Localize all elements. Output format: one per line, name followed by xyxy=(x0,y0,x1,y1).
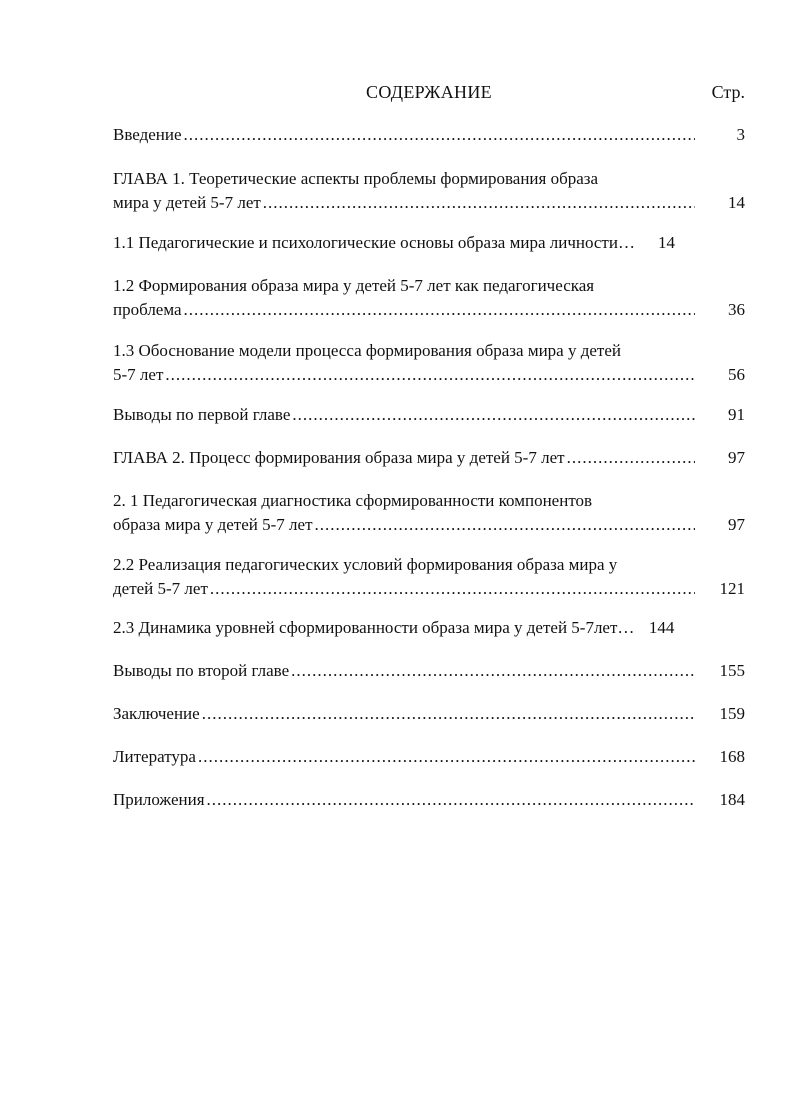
toc-entry-chapter-2 xyxy=(113,446,745,470)
toc-entry-1-1 xyxy=(113,231,745,255)
toc-entry-page: 36 xyxy=(728,300,745,319)
toc-entry-text: Выводы по второй главе xyxy=(113,661,290,680)
toc-entry-2-3 xyxy=(113,616,745,640)
toc-entry-text: Заключение xyxy=(113,704,200,723)
toc-entry-page: 144 xyxy=(648,618,675,637)
toc-header xyxy=(113,82,745,108)
toc-entry-text: 1.1 Педагогические и психологические основы образа мира личности… xyxy=(113,233,635,252)
toc-entry-page: 3 xyxy=(736,125,745,144)
toc-entry-appendices xyxy=(113,788,745,812)
toc-entry-text: мира у детей 5-7 лет xyxy=(113,193,261,212)
toc-entry-text: 2.3 Динамика уровней сформированности образа мира у детей 5-7лет… xyxy=(113,618,635,637)
toc-entry-text: Приложения xyxy=(113,790,205,809)
leader-dots xyxy=(210,577,695,601)
toc-entry-page: 14 xyxy=(728,193,745,212)
toc-entry-line1: 2.2 Реализация педагогических условий формирования образа мира у xyxy=(113,555,618,574)
toc-entry-page: 97 xyxy=(728,448,745,467)
toc-entry-conclusion xyxy=(113,702,745,726)
toc-entry-page: 14 xyxy=(657,233,675,252)
toc-entry-text: ГЛАВА 2. Процесс формирования образа мира у детей 5-7 лет xyxy=(113,448,565,467)
leader-dots xyxy=(165,363,695,387)
toc-entry-page: 91 xyxy=(728,405,745,424)
toc-entry-text: Выводы по первой главе xyxy=(113,405,291,424)
toc-entry-1-2 xyxy=(113,274,745,322)
leader-dots xyxy=(207,788,695,812)
toc-entry-2-2 xyxy=(113,553,745,601)
leader-dots xyxy=(184,298,695,322)
leader-dots xyxy=(291,659,695,683)
leader-dots xyxy=(202,702,695,726)
toc-entry-text: Введение xyxy=(113,125,182,144)
toc-entry-text: 5-7 лет xyxy=(113,365,164,384)
leader-dots xyxy=(198,745,695,769)
toc-title: СОДЕРЖАНИЕ xyxy=(366,82,492,102)
toc-entry-page: 56 xyxy=(728,365,745,384)
toc-entry-line1: 2. 1 Педагогическая диагностика сформированности компонентов xyxy=(113,491,593,510)
leader-dots xyxy=(184,123,695,147)
toc-entry-chapter-1 xyxy=(113,167,745,215)
toc-entry-literature xyxy=(113,745,745,769)
toc-entry-page: 121 xyxy=(719,579,745,598)
toc-entry-text: образа мира у детей 5-7 лет xyxy=(113,515,313,534)
page-column-label: Стр. xyxy=(711,82,745,102)
toc-entry-page: 155 xyxy=(719,661,745,680)
toc-entry-1-3 xyxy=(113,339,745,387)
toc-entry-conclusions-2 xyxy=(113,659,745,683)
toc-entry-line1: 1.2 Формирования образа мира у детей 5-7 лет как педагогическая xyxy=(113,276,595,295)
toc-entry-conclusions-1 xyxy=(113,403,745,427)
toc-entry-text: детей 5-7 лет xyxy=(113,579,208,598)
toc-entry-intro xyxy=(113,123,745,147)
toc-entry-page: 168 xyxy=(719,747,745,766)
toc-entry-text: проблема xyxy=(113,300,182,319)
leader-dots xyxy=(263,191,695,215)
toc-entry-page: 184 xyxy=(719,790,745,809)
toc-entry-page: 97 xyxy=(728,515,745,534)
toc-entry-2-1 xyxy=(113,489,745,537)
toc-entry-line1: ГЛАВА 1. Теоретические аспекты проблемы формирования образа xyxy=(113,169,599,188)
leader-dots xyxy=(292,403,695,427)
toc-entry-text: Литература xyxy=(113,747,196,766)
toc-entry-line1: 1.3 Обоснование модели процесса формирования образа мира у детей xyxy=(113,341,621,360)
toc-entry-page: 159 xyxy=(719,704,745,723)
leader-dots xyxy=(315,513,696,537)
leader-dots xyxy=(567,446,695,470)
